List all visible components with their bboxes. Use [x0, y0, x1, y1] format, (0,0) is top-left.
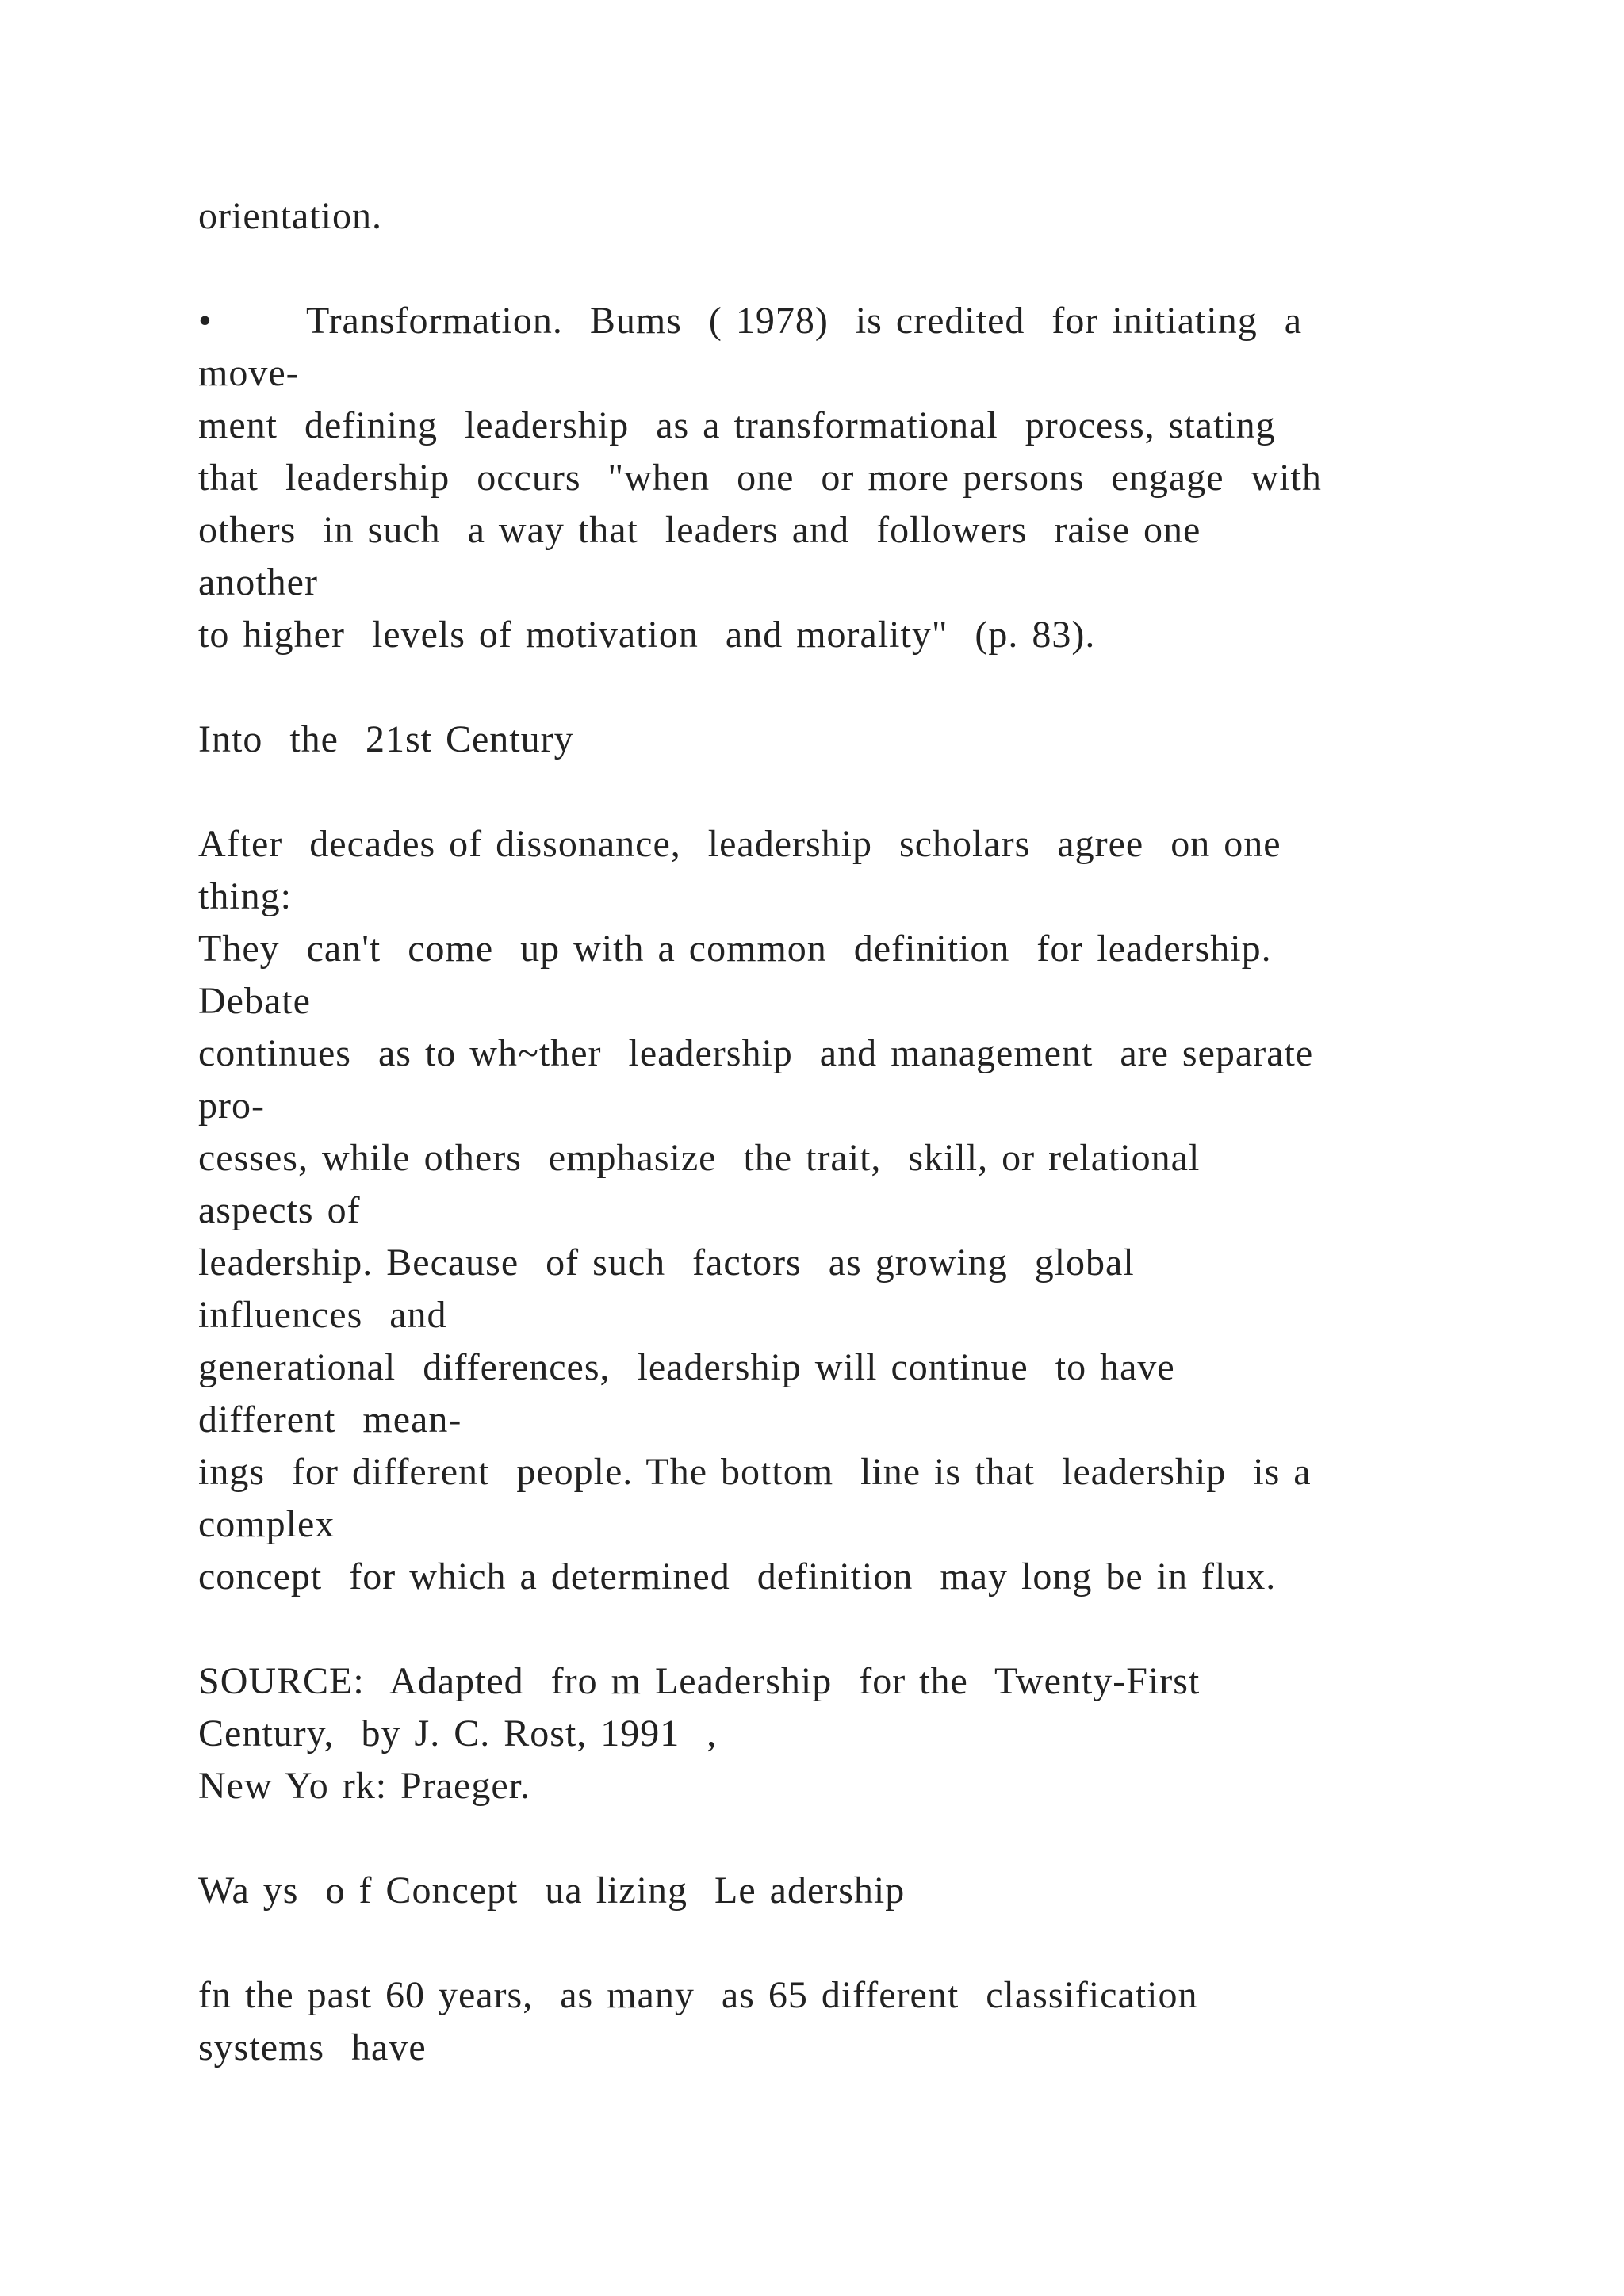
text-line: Debate: [198, 980, 311, 1022]
blank-line: [198, 1603, 1546, 1655]
text-line: leadership. Because of such factors as growing global: [198, 1242, 1135, 1284]
text-line: After decades of dissonance, leadership scholars agree on one: [198, 823, 1281, 865]
text-line: concept for which a determined definition may long be in flux.: [198, 1556, 1277, 1598]
blank-line: [198, 766, 1546, 818]
text-line: influences and: [198, 1294, 447, 1336]
text-line: others in such a way that leaders and followers raise one: [198, 509, 1201, 551]
text-line: complex: [198, 1503, 335, 1545]
section-heading: Wa ys o f Concept ua lizing Le adership: [198, 1869, 906, 1911]
bullet-paragraph-line: • Transformation. Bums ( 1978) is credited for initiating a: [198, 300, 1302, 342]
text-line: ment defining leadership as a transformational process, stating: [198, 404, 1276, 446]
source-citation-line: Century, by J. C. Rost, 1991 ,: [198, 1712, 718, 1755]
text-line: move-: [198, 352, 300, 394]
blank-line: [198, 1812, 1546, 1865]
source-citation-line: New Yo rk: Praeger.: [198, 1765, 530, 1807]
section-heading: Into the 21st Century: [198, 718, 574, 760]
text-line: another: [198, 561, 318, 603]
text-line: orientation.: [198, 195, 382, 237]
blank-line: [198, 1917, 1546, 1969]
text-line: fn the past 60 years, as many as 65 different classification: [198, 1974, 1198, 2016]
text-line: systems have: [198, 2026, 427, 2068]
text-line: cesses, while others emphasize the trait, skill, or relational: [198, 1137, 1201, 1179]
text-line: aspects of: [198, 1189, 361, 1231]
text-line: pro-: [198, 1085, 265, 1127]
text-line: They can't come up with a common definition for leadership.: [198, 928, 1272, 970]
text-line: ings for different people. The bottom line is that leadership is a: [198, 1451, 1312, 1493]
text-line: continues as to wh~ther leadership and management are separate: [198, 1032, 1314, 1074]
text-line: thing:: [198, 875, 293, 917]
source-citation-line: SOURCE: Adapted fro m Leadership for the Twenty-First: [198, 1660, 1201, 1702]
text-line: different mean-: [198, 1399, 462, 1441]
blank-line: [198, 661, 1546, 714]
text-line: to higher levels of motivation and morality" (p. 83).: [198, 614, 1096, 656]
text-line: that leadership occurs "when one or more persons engage with: [198, 457, 1322, 499]
blank-line: [198, 243, 1546, 295]
document-body: [198, 190, 1546, 2074]
text-line: generational differences, leadership will continue to have: [198, 1346, 1175, 1388]
